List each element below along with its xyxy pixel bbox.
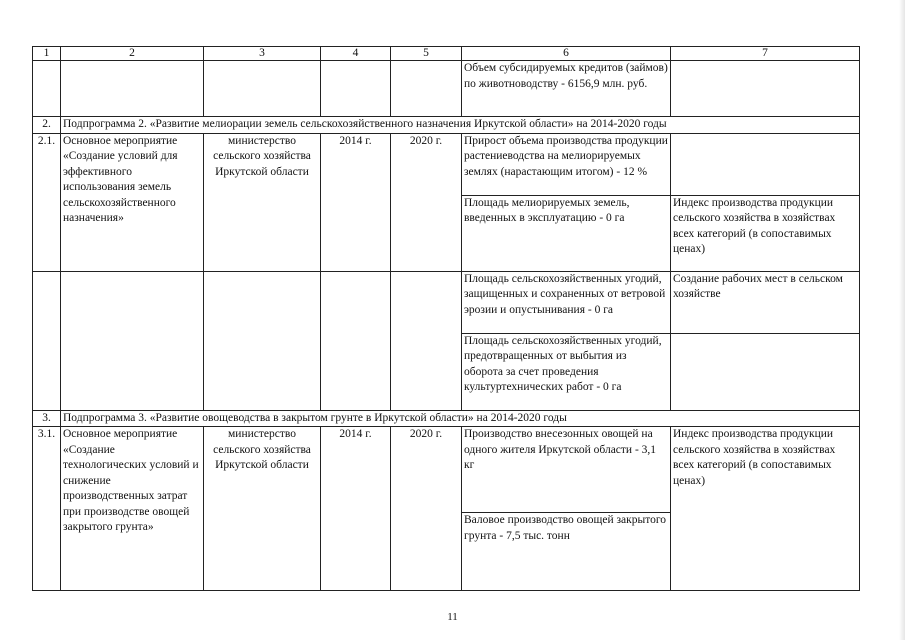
col-header: 6 (462, 47, 671, 61)
activity-cell: Основное мероприятие «Создание условий для эффективного использования земель сельскохозяйственного назначения» (61, 133, 204, 271)
result-cell (671, 133, 860, 195)
col-header: 3 (204, 47, 321, 61)
executor-cell: министерство сельского хозяйства Иркутской области (204, 427, 321, 591)
table-cell (321, 271, 391, 410)
start-year-cell: 2014 г. (321, 427, 391, 591)
table-row (33, 133, 860, 195)
end-year-cell: 2020 г. (391, 133, 462, 271)
table-cell (204, 61, 321, 117)
table-cell (204, 271, 321, 410)
row-number: 2. (33, 117, 61, 134)
indicator-cell: Валовое производство овощей закрытого грунта - 7,5 тыс. тонн (462, 513, 671, 591)
indicator-cell: Площадь мелиорируемых земель, введенных в эксплуатацию - 0 га (462, 195, 671, 271)
col-header: 2 (61, 47, 204, 61)
scan-edge-shadow (899, 0, 905, 640)
subprogram-row (33, 117, 860, 134)
row-number: 2.1. (33, 133, 61, 271)
table-cell (391, 61, 462, 117)
table-cell (33, 61, 61, 117)
end-year-cell: 2020 г. (391, 427, 462, 591)
result-cell: Индекс производства продукции сельского хозяйства в хозяйствах всех категорий (в сопоставимых ценах) (671, 195, 860, 271)
subprogram-title: Подпрограмма 2. «Развитие мелиорации земель сельскохозяйственного назначения Иркутской области» на 2014-2020 годы (61, 117, 860, 134)
table-cell (671, 333, 860, 410)
table-cell (671, 61, 860, 117)
row-number: 3. (33, 410, 61, 427)
table-cell (61, 61, 204, 117)
indicator-cell: Прирост объема производства продукции растениеводства на мелиорируемых землях (нарастающим итогом) - 12 % (462, 133, 671, 195)
table-cell (321, 61, 391, 117)
indicator-cell: Объем субсидируемых кредитов (займов) по животноводству - 6156,9 млн. руб. (462, 61, 671, 117)
col-header: 5 (391, 47, 462, 61)
page-number: 11 (447, 611, 458, 623)
table-cell (391, 271, 462, 410)
table-row (33, 61, 860, 117)
indicator-cell: Производство внесезонных овощей на одного жителя Иркутской области - 3,1 кг (462, 427, 671, 513)
table-cell (33, 271, 61, 410)
table-row (33, 427, 860, 513)
indicator-cell: Площадь сельскохозяйственных угодий, предотвращенных от выбытия из оборота за счет проведения культуртехнических работ - 0 га (462, 333, 671, 410)
row-number: 3.1. (33, 427, 61, 591)
subprogram-row (33, 410, 860, 427)
col-header: 1 (33, 47, 61, 61)
activity-cell: Основное мероприятие «Создание технологических условий и снижение производственных затрат при производстве овощей закрытого грунта» (61, 427, 204, 591)
table-row (33, 271, 860, 333)
column-number-row (33, 47, 860, 61)
subprogram-title: Подпрограмма 3. «Развитие овощеводства в закрытом грунте в Иркутской области» на 2014-2020 годы (61, 410, 860, 427)
col-header: 4 (321, 47, 391, 61)
result-cell: Создание рабочих мест в сельском хозяйстве (671, 271, 860, 333)
indicator-cell: Площадь сельскохозяйственных угодий, защищенных и сохраненных от ветровой эрозии и опустынивания - 0 га (462, 271, 671, 333)
executor-cell: министерство сельского хозяйства Иркутской области (204, 133, 321, 271)
col-header: 7 (671, 47, 860, 61)
start-year-cell: 2014 г. (321, 133, 391, 271)
program-table (32, 46, 860, 591)
table-cell (61, 271, 204, 410)
result-cell: Индекс производства продукции сельского хозяйства в хозяйствах всех категорий (в сопоставимых ценах) (671, 427, 860, 591)
